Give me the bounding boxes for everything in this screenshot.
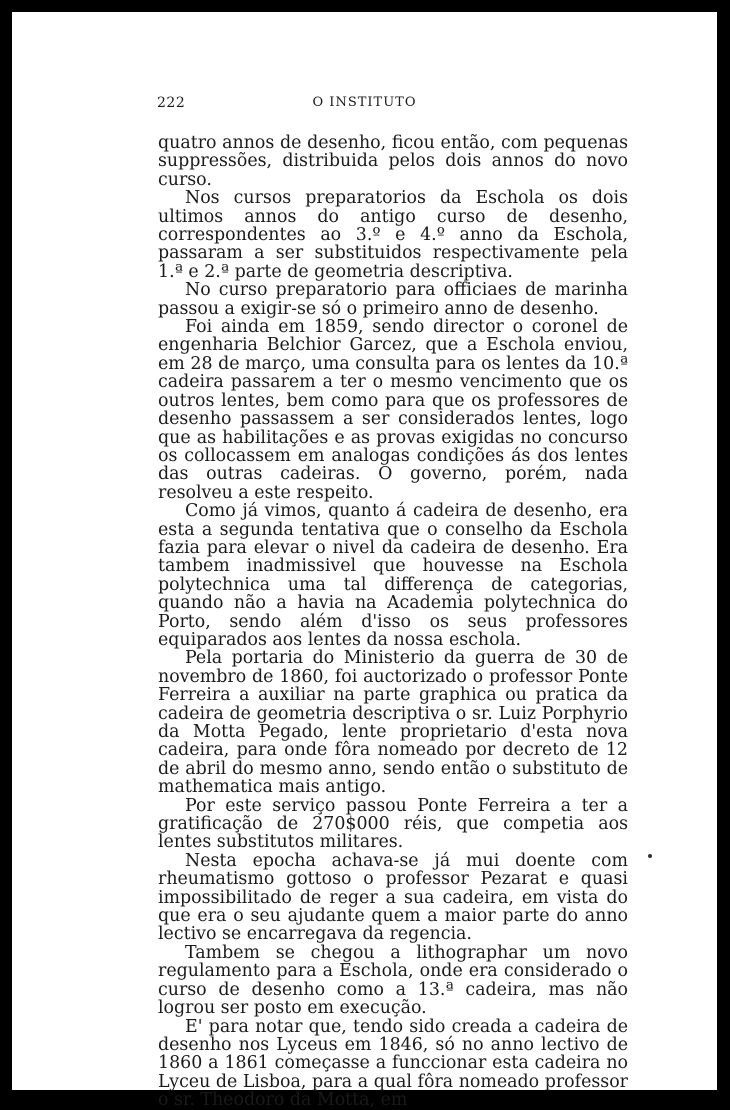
paragraph: Pela portaria do Ministerio da guerra de 30 de novembro de 1860, foi auctorizado o professor Ponte Ferreira a auxiliar na parte graphica ou pratica da cadeira de geometria descriptiva o sr. Luiz Porphyrio da Motta Pegado, lente proprietario d'esta nova cadeira, para onde fôra nomeado por decreto de 12 de abril do mesmo anno, sendo então o substituto de mathematica mais antigo. — [158, 648, 628, 798]
page-number: 222 — [157, 95, 186, 111]
paragraph: Tambem se chegou a lithographar um novo regulamento para a Eschola, onde era considerado o curso de desenho como a 13.ª cadeira, mas não logrou ser posto em execução. — [158, 942, 628, 1019]
running-head — [12, 95, 717, 115]
paragraph: quatro annos de desenho, ficou então, com pequenas suppressões, distribuida pelos dois annos do novo curso. — [158, 133, 628, 190]
body-text — [158, 134, 628, 1110]
book-page — [12, 12, 717, 1110]
print-speck — [648, 854, 652, 858]
paragraph: Por este serviço passou Ponte Ferreira a ter a gratificação de 270$000 réis, que competia aos lentes substitutos militares. — [158, 795, 628, 853]
paragraph: E' para notar que, tendo sido creada a cadeira de desenho nos Lyceus em 1846, só no anno lectivo de 1860 a 1861 começasse a funccionar esta cadeira no Lyceu de Lisboa, para a qual fôra nomeado professor o sr. Theodoro da Motta, em — [158, 1016, 628, 1110]
paragraph: Como já vimos, quanto á cadeira de desenho, era esta a segunda tentativa que o conselho da Eschola fazia para elevar o nivel da cadeira de desenho. Era tambem inadmissivel que houvesse na Eschola polytechnica uma tal differença de categorias, quando não a havia na Academia polytechnica do Porto, sendo além d'isso os seus professores equiparados aos lentes da nossa eschola. — [158, 501, 628, 650]
paragraph: No curso preparatorio para officiaes de marinha passou a exigir-se só o primeiro anno de desenho. — [158, 280, 628, 319]
paragraph: Nesta epocha achava-se já mui doente com rheumatismo gottoso o professor Pezarat e quasi impossibilitado de reger a sua cadeira, em vista do que era o seu ajudante quem a maior parte do anno lectivo se encarregava da regencia. — [158, 850, 628, 945]
journal-title: O INSTITUTO — [312, 95, 417, 110]
paragraph: Foi ainda em 1859, sendo director o coronel de engenharia Belchior Garcez, que a Eschola enviou, em 28 de março, uma consulta para os lentes da 10.ª cadeira passarem a ter o mesmo vencimento que os outros lentes, bem como para que os professores de desenho passassem a ser considerados lentes, logo que as habilitações e as provas exigidas no concurso os collocassem em analogas condições ás dos lentes das outras cadeiras. O governo, porém, nada resolveu a este respeito. — [158, 317, 628, 503]
paragraph: Nos cursos preparatorios da Eschola os dois ultimos annos do antigo curso de desenho, correspondentes ao 3.º e 4.º anno da Eschola, passaram a ser substituidos respectivamente pela 1.ª e 2.ª parte de geometria descriptiva. — [158, 188, 628, 282]
